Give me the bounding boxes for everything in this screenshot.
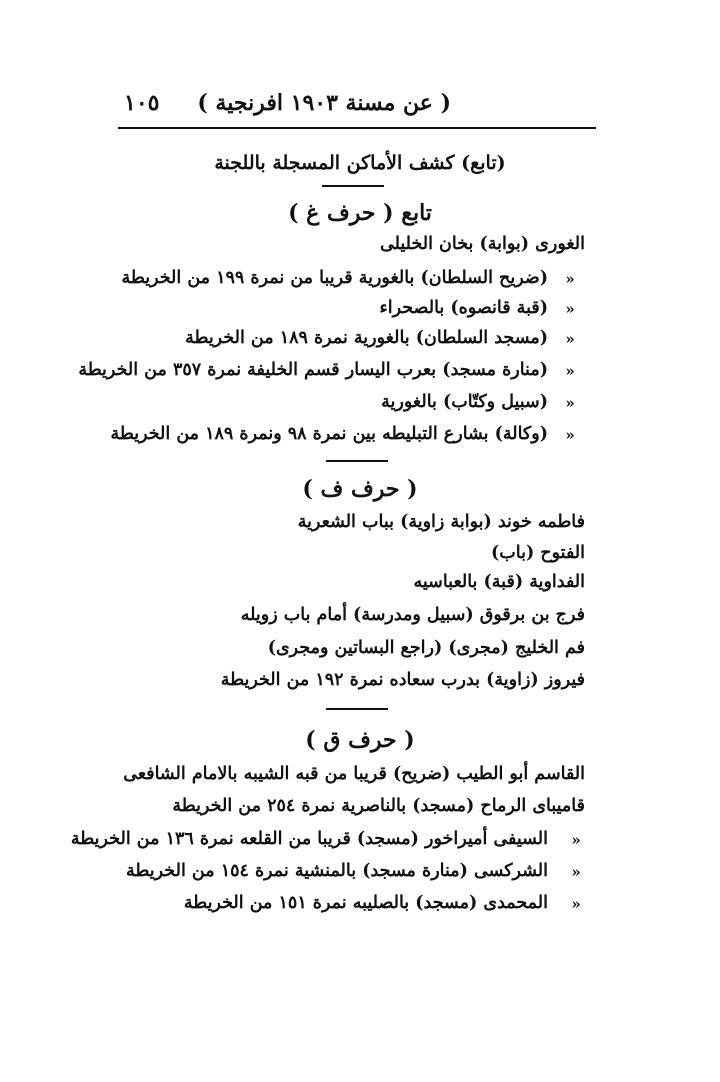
divider xyxy=(322,185,384,187)
ditto-mark: « xyxy=(565,270,575,288)
entry-line: السيفى أميراخور (مسجد) قريبا من القلعه نمرة ١٣٦ من الخريطة xyxy=(70,829,548,849)
section-heading-fa: ( حرف ف ) xyxy=(302,476,418,502)
page-number: ١٠٥ xyxy=(124,90,160,116)
entry-line: فرج بن برقوق (سبيل ومدرسة) أمام باب زويله xyxy=(240,605,585,625)
continuation-title: (تابع) كشف الأماكن المسجلة باللجنة xyxy=(214,152,506,174)
ditto-mark: « xyxy=(565,300,575,318)
ditto-mark: « xyxy=(571,863,581,881)
entry-line: (سبيل وكتّاب) بالغورية xyxy=(381,392,548,412)
entry-line: فاطمه خوند (بوابة زاوية) بباب الشعرية xyxy=(297,512,585,532)
divider xyxy=(326,460,388,462)
ditto-mark: « xyxy=(565,394,575,412)
entry-line: فم الخليج (مجرى) (راجع البساتين ومجرى) xyxy=(267,638,585,658)
entry-line: فيروز (زاوية) بدرب سعاده نمرة ١٩٢ من الخريطة xyxy=(220,670,585,690)
entry-line: (منارة مسجد) بعرب اليسار قسم الخليفة نمرة ٣٥٧ من الخريطة xyxy=(78,360,548,380)
entry-line: الفتوح (باب) xyxy=(491,543,585,563)
ditto-mark: « xyxy=(571,895,581,913)
entry-line: (قبة قانصوه) بالصحراء xyxy=(379,298,548,318)
section-prefix: تابع xyxy=(401,200,432,226)
entry-line: الغورى (بوابة) بخان الخليلى xyxy=(380,234,585,254)
section-heading: ( حرف غ ) xyxy=(288,200,394,226)
header-rule xyxy=(118,127,596,129)
ditto-mark: « xyxy=(571,831,581,849)
ditto-mark: « xyxy=(565,362,575,380)
entry-line: المحمدى (مسجد) بالصليبه نمرة ١٥١ من الخريطة xyxy=(183,893,548,913)
ditto-mark: « xyxy=(565,330,575,348)
running-title: ( عن مسنة ١٩٠٣ افرنجية ) xyxy=(197,90,451,116)
entry-line: (مسجد السلطان) بالغورية نمرة ١٨٩ من الخريطة xyxy=(185,328,548,348)
entry-line: الفداوية (قبة) بالعباسيه xyxy=(413,572,585,592)
entry-line: قاميباى الرماح (مسجد) بالناصرية نمرة ٢٥٤ من الخريطة xyxy=(172,796,585,816)
entry-line: (وكالة) بشارع التبليطه بين نمرة ٩٨ ونمرة ١٨٩ من الخريطة xyxy=(110,424,548,444)
ditto-mark: « xyxy=(565,426,575,444)
divider xyxy=(326,708,388,710)
entry-line: (ضريح السلطان) بالغورية قريبا من نمرة ١٩٩ من الخريطة xyxy=(121,268,548,288)
section-heading-qaf: ( حرف ق ) xyxy=(305,727,415,753)
section-heading-ghain xyxy=(260,200,460,226)
entry-line: القاسم أبو الطيب (ضريح) قريبا من قبه الشيبه بالامام الشافعى xyxy=(123,764,585,784)
page-header xyxy=(118,88,596,126)
entry-line: الشركسى (منارة مسجد) بالمنشية نمرة ١٥٤ من الخريطة xyxy=(126,861,548,881)
